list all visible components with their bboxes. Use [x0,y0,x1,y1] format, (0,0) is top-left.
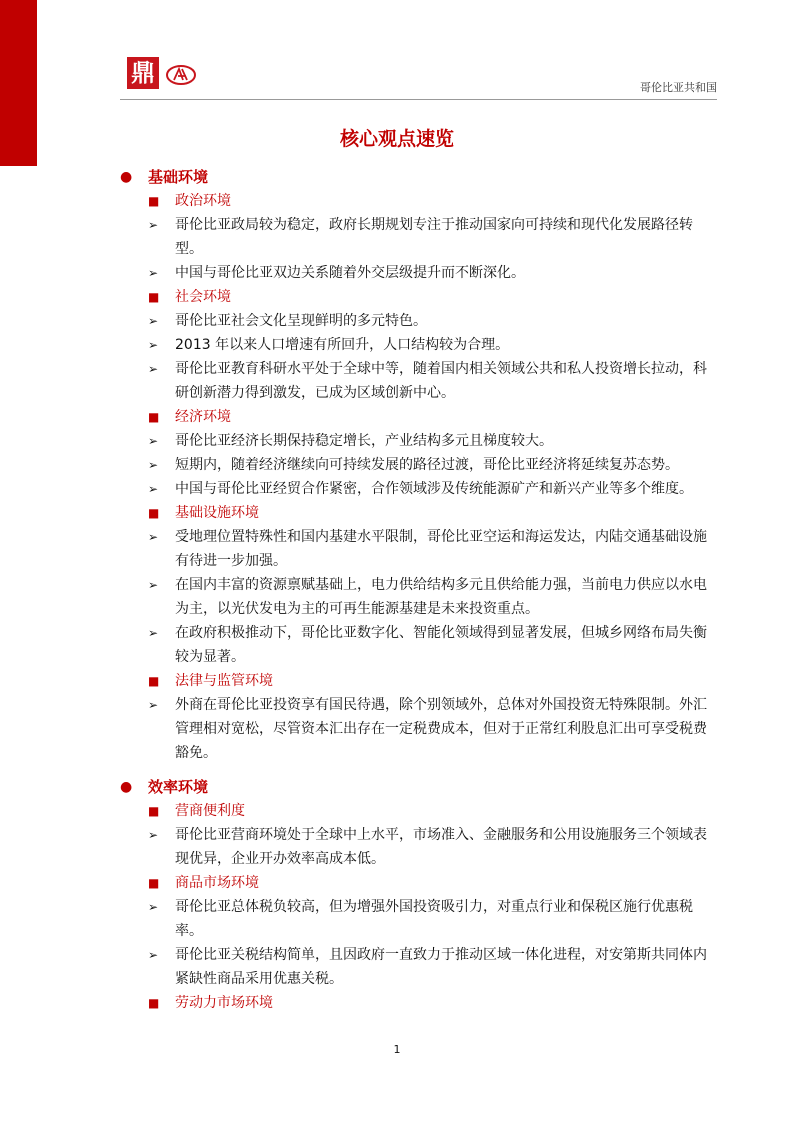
subsection-heading-text: 经济环境 [175,409,231,425]
arrow-bullet-icon: ➢ [148,362,159,376]
square-bullet-icon: ■ [148,410,160,424]
square-bullet-icon: ■ [148,506,160,520]
subsection-heading [0,189,794,213]
list-item [0,261,794,285]
subsection-heading [0,669,794,693]
list-item-text: 哥伦比亚教育科研水平处于全球中等，随着国内相关领域公共和私人投资增长拉动，科研创新潜力得到激发，已成为区域创新中心。 [175,361,707,401]
arrow-bullet-icon: ➢ [148,948,159,962]
subsection-heading-text: 政治环境 [175,193,231,209]
list-item-text: 在政府积极推动下，哥伦比亚数字化、智能化领域得到显著发展，但城乡网络布局失衡较为显著。 [175,625,707,665]
square-bullet-icon: ■ [148,996,160,1010]
square-bullet-icon: ■ [148,804,160,818]
list-item [0,621,794,669]
subsection-heading [0,991,794,1015]
list-item-text: 2013 年以来人口增速有所回升，人口结构较为合理。 [175,337,510,353]
list-item-text: 哥伦比亚政局较为稳定，政府长期规划专注于推动国家向可持续和现代化发展路径转型。 [175,217,693,257]
subsection-heading [0,799,794,823]
list-item [0,693,794,765]
arrow-bullet-icon: ➢ [148,578,159,592]
list-item [0,357,794,405]
section-heading [0,775,794,799]
arrow-bullet-icon: ➢ [148,900,159,914]
section-gap [0,765,794,775]
list-item [0,213,794,261]
section-heading-text: 效率环境 [148,778,209,796]
section-heading-text: 基础环境 [148,168,209,186]
arrow-bullet-icon: ➢ [148,434,159,448]
arrow-bullet-icon: ➢ [148,218,159,232]
arrow-bullet-icon: ➢ [148,698,159,712]
list-item-text: 哥伦比亚关税结构简单，且因政府一直致力于推动区域一体化进程，对安第斯共同体内紧缺性商品采用优惠关税。 [175,947,707,987]
section-heading [0,165,794,189]
subsection-heading [0,285,794,309]
arrow-bullet-icon: ➢ [148,828,159,842]
subsection-heading-text: 商品市场环境 [175,875,259,891]
circle-bullet-icon: ● [120,779,133,795]
list-item [0,309,794,333]
subsection-heading [0,871,794,895]
subsection-heading [0,405,794,429]
subsection-heading-text: 营商便利度 [175,803,245,819]
partner-logo-icon [165,63,197,87]
list-item-text: 哥伦比亚社会文化呈现鲜明的多元特色。 [175,313,427,329]
arrow-bullet-icon: ➢ [148,626,159,640]
arrow-bullet-icon: ➢ [148,266,159,280]
arrow-bullet-icon: ➢ [148,530,159,544]
list-item-text: 哥伦比亚总体税负较高，但为增强外国投资吸引力，对重点行业和保税区施行优惠税率。 [175,899,693,939]
arrow-bullet-icon: ➢ [148,338,159,352]
list-item-text: 哥伦比亚营商环境处于全球中上水平，市场准入、金融服务和公用设施服务三个领域表现优异，企业开办效率高成本低。 [175,827,707,867]
subsection-heading-text: 基础设施环境 [175,505,259,521]
list-item [0,333,794,357]
list-item [0,453,794,477]
publisher-logo: 鼎 [127,57,159,89]
list-item [0,477,794,501]
arrow-bullet-icon: ➢ [148,314,159,328]
subsection-heading-text: 法律与监管环境 [175,673,273,689]
list-item [0,525,794,573]
list-item-text: 中国与哥伦比亚双边关系随着外交层级提升而不断深化。 [175,265,525,281]
square-bullet-icon: ■ [148,876,160,890]
list-item [0,823,794,871]
summary-content [0,165,794,1015]
list-item-text: 哥伦比亚经济长期保持稳定增长，产业结构多元且梯度较大。 [175,433,553,449]
arrow-bullet-icon: ➢ [148,458,159,472]
square-bullet-icon: ■ [148,290,160,304]
list-item [0,895,794,943]
circle-bullet-icon: ● [120,169,133,185]
page-title: 核心观点速览 [339,128,454,150]
square-bullet-icon: ■ [148,674,160,688]
subsection-heading-text: 劳动力市场环境 [175,995,273,1011]
square-bullet-icon: ■ [148,194,160,208]
list-item [0,943,794,991]
arrow-bullet-icon: ➢ [148,482,159,496]
list-item-text: 受地理位置特殊性和国内基建水平限制，哥伦比亚空运和海运发达，内陆交通基础设施有待进一步加强。 [175,529,707,569]
header-country-name: 哥伦比亚共和国 [640,81,717,94]
header-divider [120,99,717,100]
list-item-text: 短期内，随着经济继续向可持续发展的路径过渡，哥伦比亚经济将延续复苏态势。 [175,457,679,473]
list-item-text: 在国内丰富的资源禀赋基础上，电力供给结构多元且供给能力强，当前电力供应以水电为主，以光伏发电为主的可再生能源基建是未来投资重点。 [175,577,707,617]
page-number: 1 [393,1043,401,1056]
subsection-heading-text: 社会环境 [175,289,231,305]
list-item-text: 中国与哥伦比亚经贸合作紧密，合作领域涉及传统能源矿产和新兴产业等多个维度。 [175,481,693,497]
subsection-heading [0,501,794,525]
list-item [0,573,794,621]
list-item-text: 外商在哥伦比亚投资享有国民待遇，除个别领域外，总体对外国投资无特殊限制。外汇管理相对宽松，尽管资本汇出存在一定税费成本，但对于正常红利股息汇出可享受税费豁免。 [175,697,707,761]
list-item [0,429,794,453]
